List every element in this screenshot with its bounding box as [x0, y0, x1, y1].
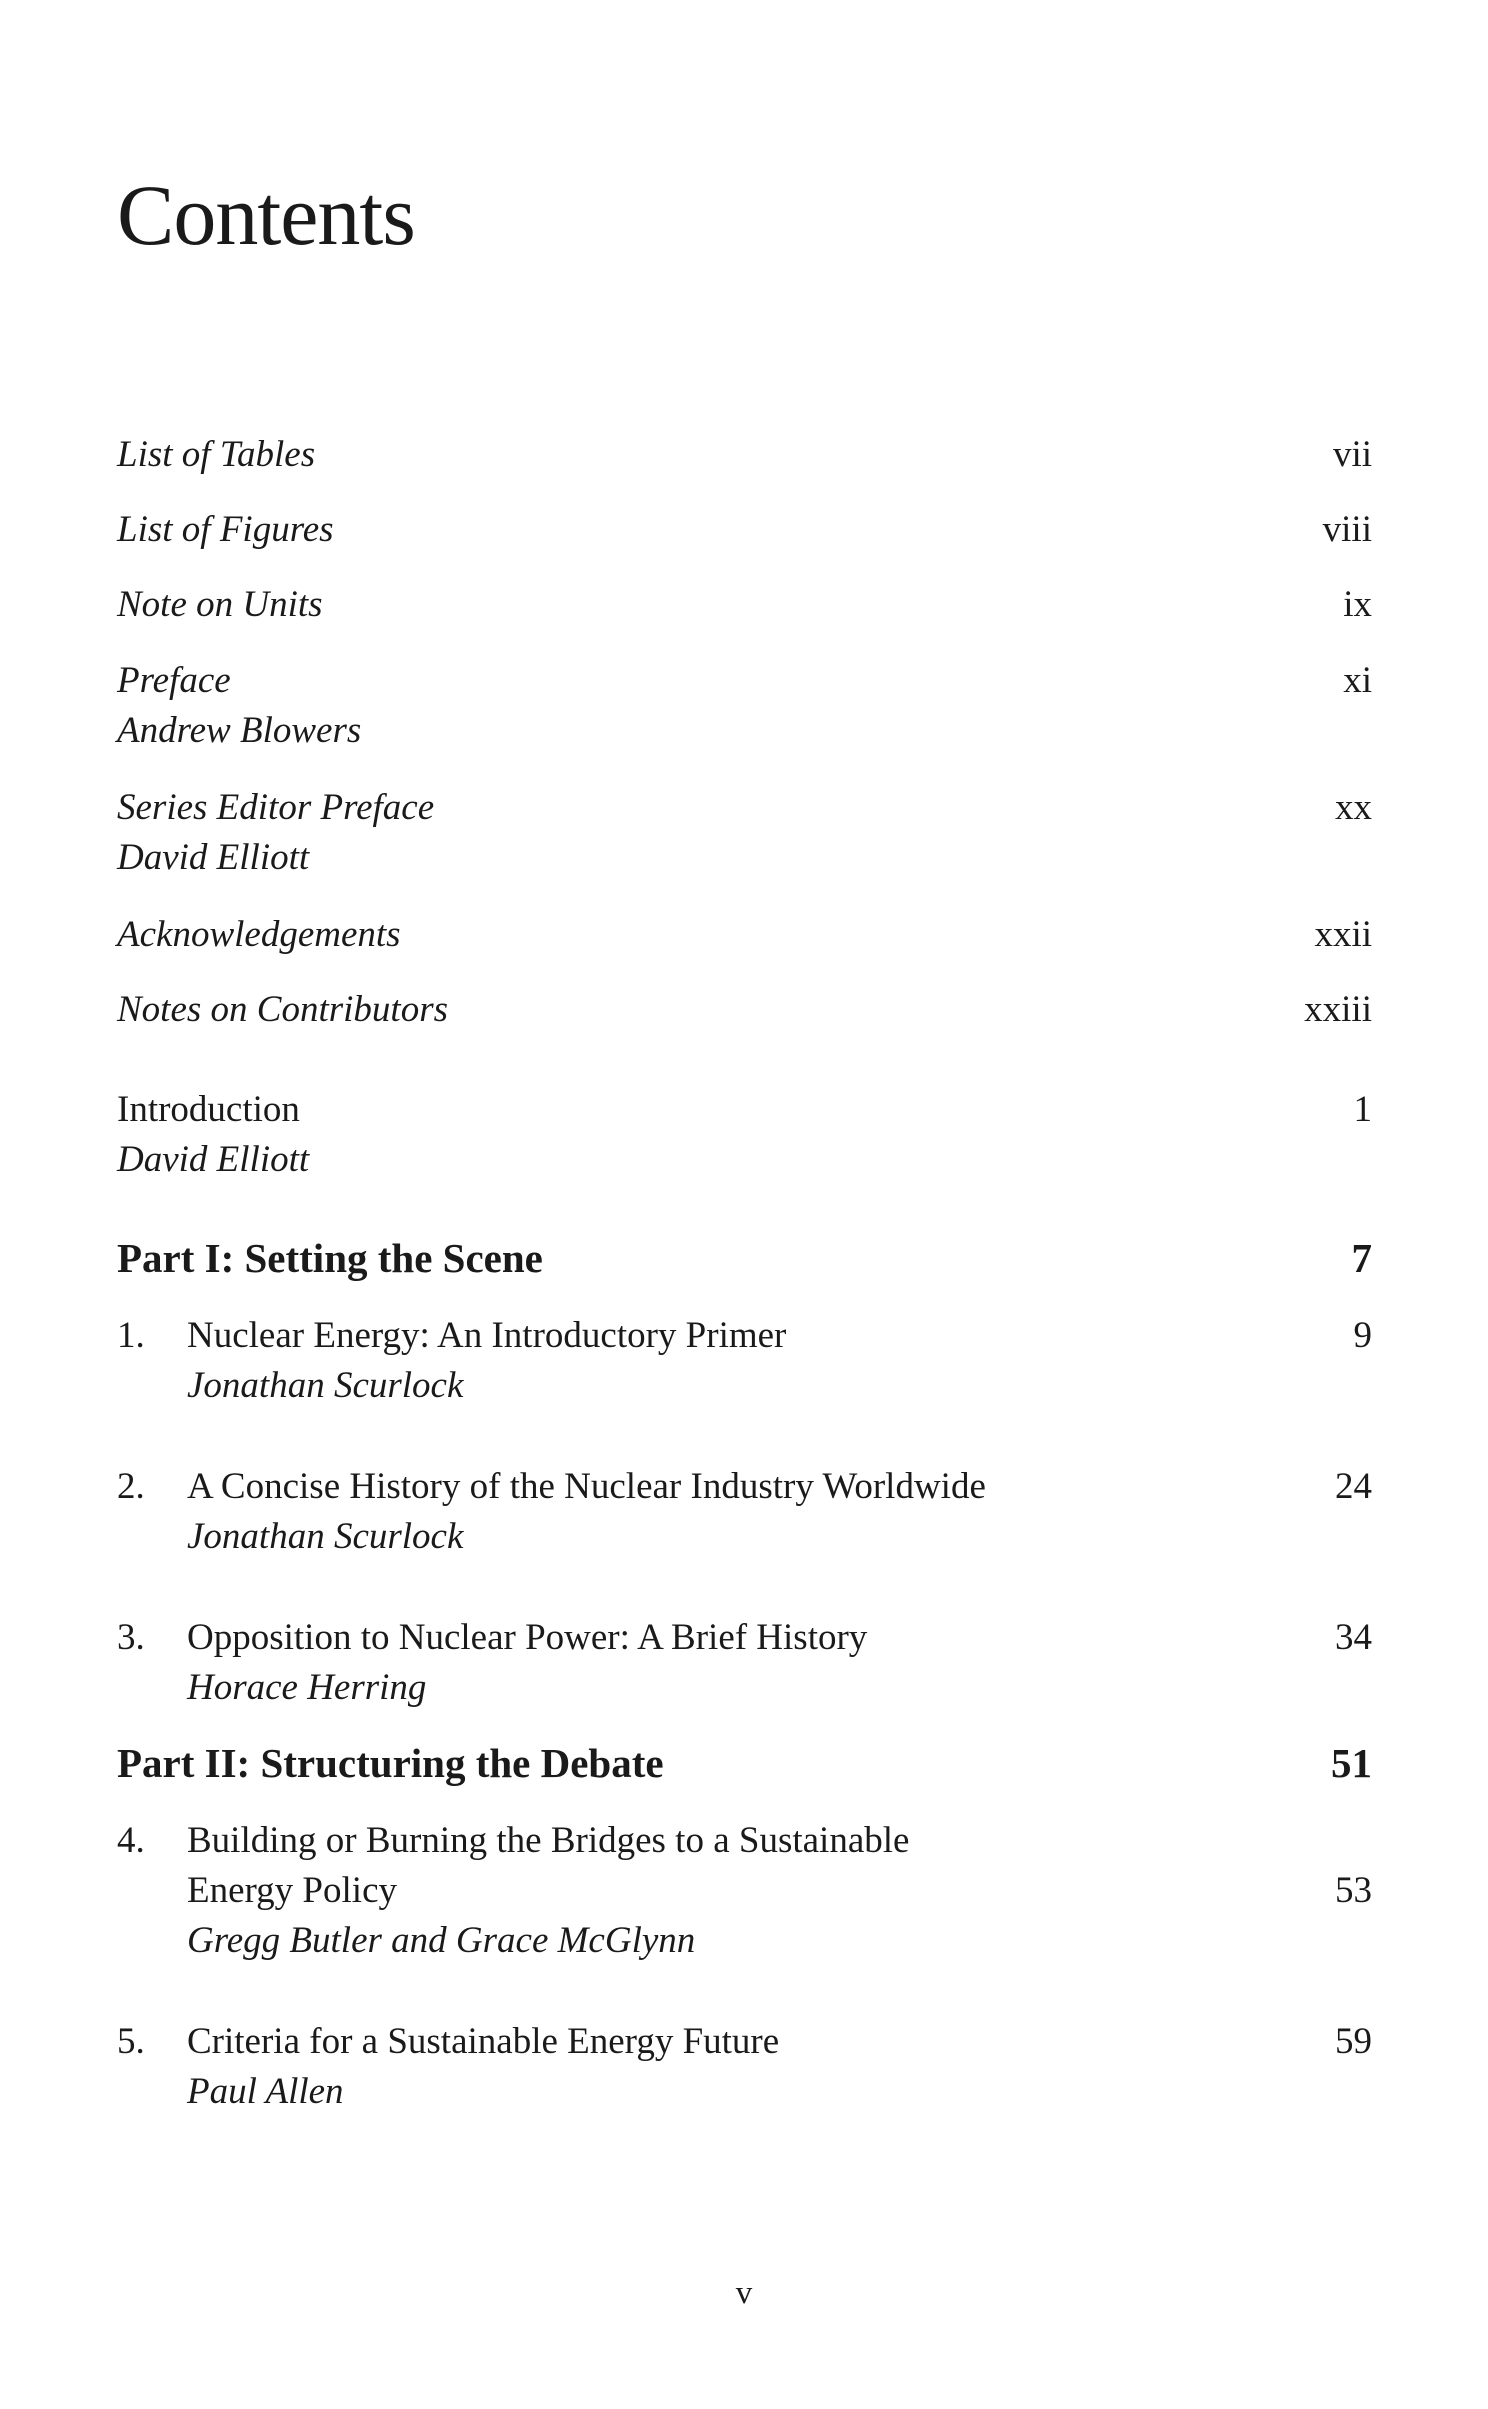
toc-entry-title: Note on Units — [117, 584, 323, 625]
toc-page-number: 53 — [1335, 1870, 1372, 1911]
toc-page-number: xx — [1335, 787, 1372, 828]
toc-entry-notes-on-contributors[interactable] — [117, 985, 1372, 1035]
toc-entry-author — [117, 1135, 1372, 1185]
toc-entry-author — [117, 1512, 1372, 1562]
toc-page-number: xi — [1343, 660, 1372, 701]
toc-chapter-entry[interactable] — [117, 1613, 1372, 1663]
toc-entry-series-editor-preface[interactable] — [117, 783, 1372, 833]
toc-page-number: 59 — [1335, 2021, 1372, 2062]
chapter-title: A Concise History of the Nuclear Industry Worldwide — [187, 1466, 986, 1507]
chapter-title: Nuclear Energy: An Introductory Primer — [187, 1315, 787, 1356]
toc-page-number: ix — [1343, 584, 1372, 625]
chapter-author: Jonathan Scurlock — [187, 1516, 464, 1557]
toc-page-number: viii — [1322, 509, 1372, 550]
toc-part-heading[interactable] — [117, 1233, 1372, 1283]
toc-page-number: 24 — [1335, 1466, 1372, 1507]
toc-entry-preface[interactable] — [117, 656, 1372, 706]
chapter-author: Gregg Butler and Grace McGlynn — [187, 1920, 696, 1961]
toc-page-number: xxiii — [1304, 989, 1372, 1030]
toc-author: Andrew Blowers — [117, 710, 362, 751]
toc-chapter-entry[interactable] — [117, 1311, 1372, 1361]
chapter-number: 3. — [117, 1617, 145, 1658]
toc-entry-acknowledgements[interactable] — [117, 910, 1372, 960]
part-title: Part II: Structuring the Debate — [117, 1740, 664, 1786]
toc-entry-list-of-tables[interactable] — [117, 430, 1372, 480]
page-number-folio: v — [735, 2275, 753, 2311]
toc-entry-author — [117, 1663, 1372, 1713]
toc-page-number: 51 — [1331, 1740, 1372, 1786]
toc-page-number: 1 — [1353, 1089, 1372, 1130]
toc-chapter-entry[interactable] — [117, 2017, 1372, 2067]
toc-page-number: 34 — [1335, 1617, 1372, 1658]
part-title: Part I: Setting the Scene — [117, 1235, 543, 1281]
toc-entry-title: Preface — [117, 660, 231, 701]
chapter-author: Jonathan Scurlock — [187, 1365, 464, 1406]
toc-part-heading[interactable] — [117, 1738, 1372, 1788]
chapter-author: Paul Allen — [187, 2071, 344, 2112]
toc-entry-list-of-figures[interactable] — [117, 505, 1372, 555]
toc-entry-title: Acknowledgements — [117, 914, 401, 955]
chapter-title: Building or Burning the Bridges to a Sustainable — [187, 1820, 910, 1861]
toc-entry-author — [117, 833, 1372, 883]
toc-author: David Elliott — [117, 1139, 310, 1180]
toc-chapter-entry-continued[interactable] — [117, 1866, 1372, 1916]
toc-page-number: 9 — [1353, 1315, 1372, 1356]
toc-entry-introduction[interactable] — [117, 1085, 1372, 1135]
toc-author: David Elliott — [117, 837, 310, 878]
page-title: Contents — [117, 167, 415, 263]
toc-entry-author — [117, 1361, 1372, 1411]
toc-entry-title: Introduction — [117, 1089, 300, 1130]
chapter-title: Criteria for a Sustainable Energy Future — [187, 2021, 780, 2062]
chapter-author: Horace Herring — [187, 1667, 427, 1708]
chapter-number: 4. — [117, 1820, 145, 1861]
toc-chapter-entry[interactable] — [117, 1816, 1372, 1866]
chapter-number: 1. — [117, 1315, 145, 1356]
toc-entry-author — [117, 2067, 1372, 2117]
chapter-title: Energy Policy — [187, 1870, 397, 1911]
toc-entry-title: Series Editor Preface — [117, 787, 435, 828]
chapter-number: 2. — [117, 1466, 145, 1507]
toc-entry-title: Notes on Contributors — [117, 989, 448, 1030]
toc-entry-author — [117, 1916, 1372, 1966]
chapter-number: 5. — [117, 2021, 145, 2062]
toc-page-number: xxii — [1314, 914, 1372, 955]
toc-entry-title: List of Tables — [117, 434, 316, 475]
toc-chapter-entry[interactable] — [117, 1462, 1372, 1512]
toc-entry-title: List of Figures — [117, 509, 334, 550]
chapter-title: Opposition to Nuclear Power: A Brief History — [187, 1617, 868, 1658]
toc-page-number: vii — [1332, 434, 1372, 475]
toc-entry-author — [117, 706, 1372, 756]
toc-page-number: 7 — [1351, 1235, 1372, 1281]
toc-entry-note-on-units[interactable] — [117, 580, 1372, 630]
